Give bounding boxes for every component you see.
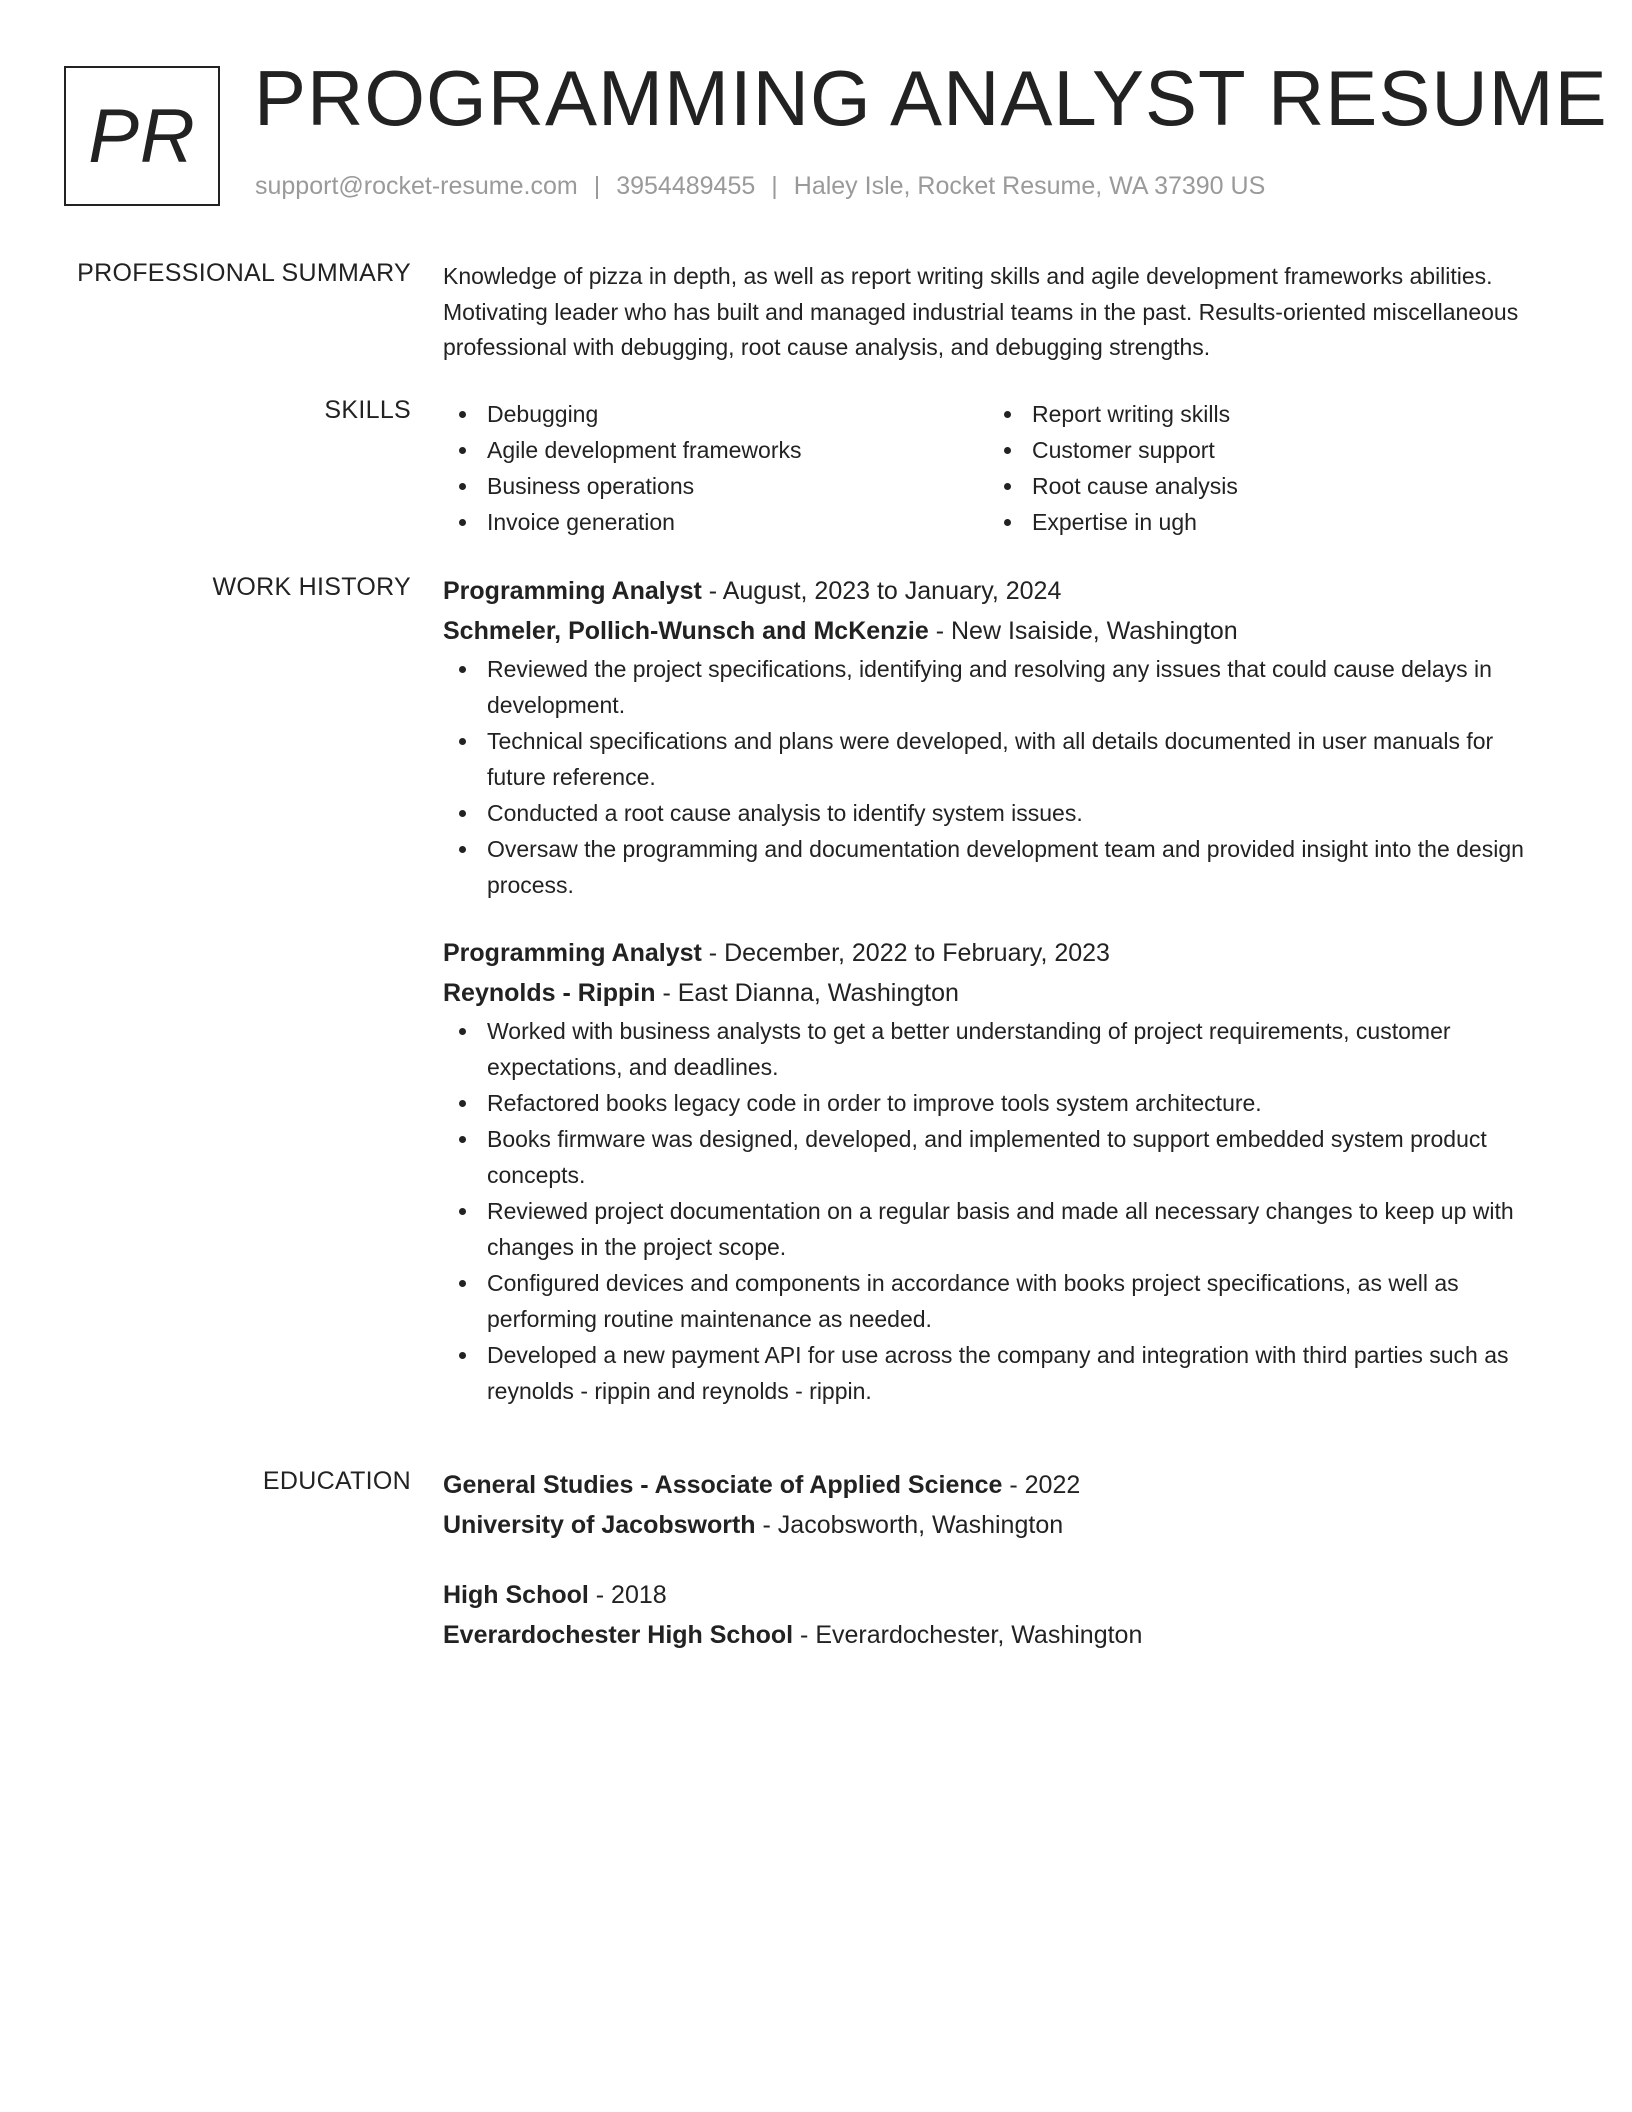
summary-body (443, 259, 1553, 366)
contact-separator: | (593, 172, 601, 200)
skills-column-right (988, 396, 1533, 540)
job-title-line (443, 571, 1553, 611)
job-duty-item: Technical specifications and plans were developed, with all details documented in user manuals for future reference. (443, 723, 1553, 795)
job-company-line (443, 973, 1553, 1013)
summary-text: Knowledge of pizza in depth, as well as report writing skills and agile development frameworks abilities. Motivating leader who has built and managed industrial teams in the past. Results-oriented miscellaneous professional with debugging, root cause analysis, and debugging strengths. (443, 263, 1519, 360)
degree-name: General Studies - Associate of Applied Science (443, 1471, 1003, 1499)
job-company-line (443, 611, 1553, 651)
skills-grid (443, 396, 1553, 540)
work-history-body (443, 571, 1553, 1409)
skill-item: Expertise in ugh (988, 504, 1533, 540)
school-line (443, 1505, 1553, 1545)
job-dates: - August, 2023 to January, 2024 (701, 577, 1062, 605)
job-title: Programming Analyst (443, 577, 702, 605)
school-location: - Jacobsworth, Washington (755, 1511, 1064, 1539)
job-duty-item: Reviewed the project specifications, identifying and resolving any issues that could cause delays in development. (443, 651, 1553, 723)
job-duty-item: Refactored books legacy code in order to improve tools system architecture. (443, 1085, 1553, 1121)
job-duties (443, 1013, 1553, 1409)
job-duty-item: Conducted a root cause analysis to identify system issues. (443, 795, 1553, 831)
skill-item: Invoice generation (443, 504, 988, 540)
degree-line (443, 1575, 1553, 1615)
monogram-box (64, 66, 220, 206)
section-label-education: EDUCATION (262, 1467, 411, 1495)
job-location: - East Dianna, Washington (655, 979, 959, 1007)
school-name: Everardochester High School (443, 1621, 794, 1649)
degree-name: High School (443, 1581, 589, 1609)
education-body (443, 1465, 1553, 1655)
skills-body (443, 396, 1553, 540)
contact-email[interactable]: support@rocket-resume.com (255, 172, 578, 200)
school-name: University of Jacobsworth (443, 1511, 756, 1539)
job-dates: - December, 2022 to February, 2023 (701, 939, 1110, 967)
job-entry (443, 571, 1553, 903)
contact-separator: | (771, 172, 778, 200)
job-duty-item: Developed a new payment API for use across the company and integration with third parties such as reynolds - rippin and reynolds - rippin. (443, 1337, 1553, 1409)
section-label-skills: SKILLS (324, 396, 411, 424)
job-location: - New Isaiside, Washington (928, 617, 1238, 645)
degree-year: - 2018 (588, 1581, 667, 1609)
skill-item: Root cause analysis (988, 468, 1533, 504)
job-duty-item: Configured devices and components in accordance with books project specifications, as well as performing routine maintenance as needed. (443, 1265, 1553, 1337)
school-location: - Everardochester, Washington (793, 1621, 1143, 1649)
job-duty-item: Reviewed project documentation on a regular basis and made all necessary changes to keep up with changes in the project scope. (443, 1193, 1553, 1265)
contact-line (255, 172, 1265, 201)
skills-column-left (443, 396, 988, 540)
job-entry (443, 933, 1553, 1409)
job-company: Reynolds - Rippin (443, 979, 656, 1007)
school-line (443, 1615, 1553, 1655)
job-duty-item: Oversaw the programming and documentation development team and provided insight into the design process. (443, 831, 1553, 903)
monogram-initials: PR (88, 93, 196, 179)
skill-item: Debugging (443, 396, 988, 432)
job-duty-item: Books firmware was designed, developed, and implemented to support embedded system product concepts. (443, 1121, 1553, 1193)
job-duties (443, 651, 1553, 903)
section-label-summary: PROFESSIONAL SUMMARY (77, 259, 411, 287)
skill-item: Agile development frameworks (443, 432, 988, 468)
degree-year: - 2022 (1002, 1471, 1081, 1499)
contact-address: Haley Isle, Rocket Resume, WA 37390 US (793, 172, 1266, 200)
resume-title: PROGRAMMING ANALYST RESUME (254, 54, 1608, 142)
skill-item: Report writing skills (988, 396, 1533, 432)
degree-line (443, 1465, 1553, 1505)
skill-item: Customer support (988, 432, 1533, 468)
contact-phone[interactable]: 3954489455 (616, 172, 756, 200)
job-duty-item: Worked with business analysts to get a better understanding of project requirements, customer expectations, and deadlines. (443, 1013, 1553, 1085)
skill-item: Business operations (443, 468, 988, 504)
section-label-work-history: WORK HISTORY (212, 573, 411, 601)
education-entry (443, 1575, 1553, 1655)
job-title-line (443, 933, 1553, 973)
job-title: Programming Analyst (443, 939, 702, 967)
job-company: Schmeler, Pollich-Wunsch and McKenzie (443, 617, 929, 645)
education-entry (443, 1465, 1553, 1545)
